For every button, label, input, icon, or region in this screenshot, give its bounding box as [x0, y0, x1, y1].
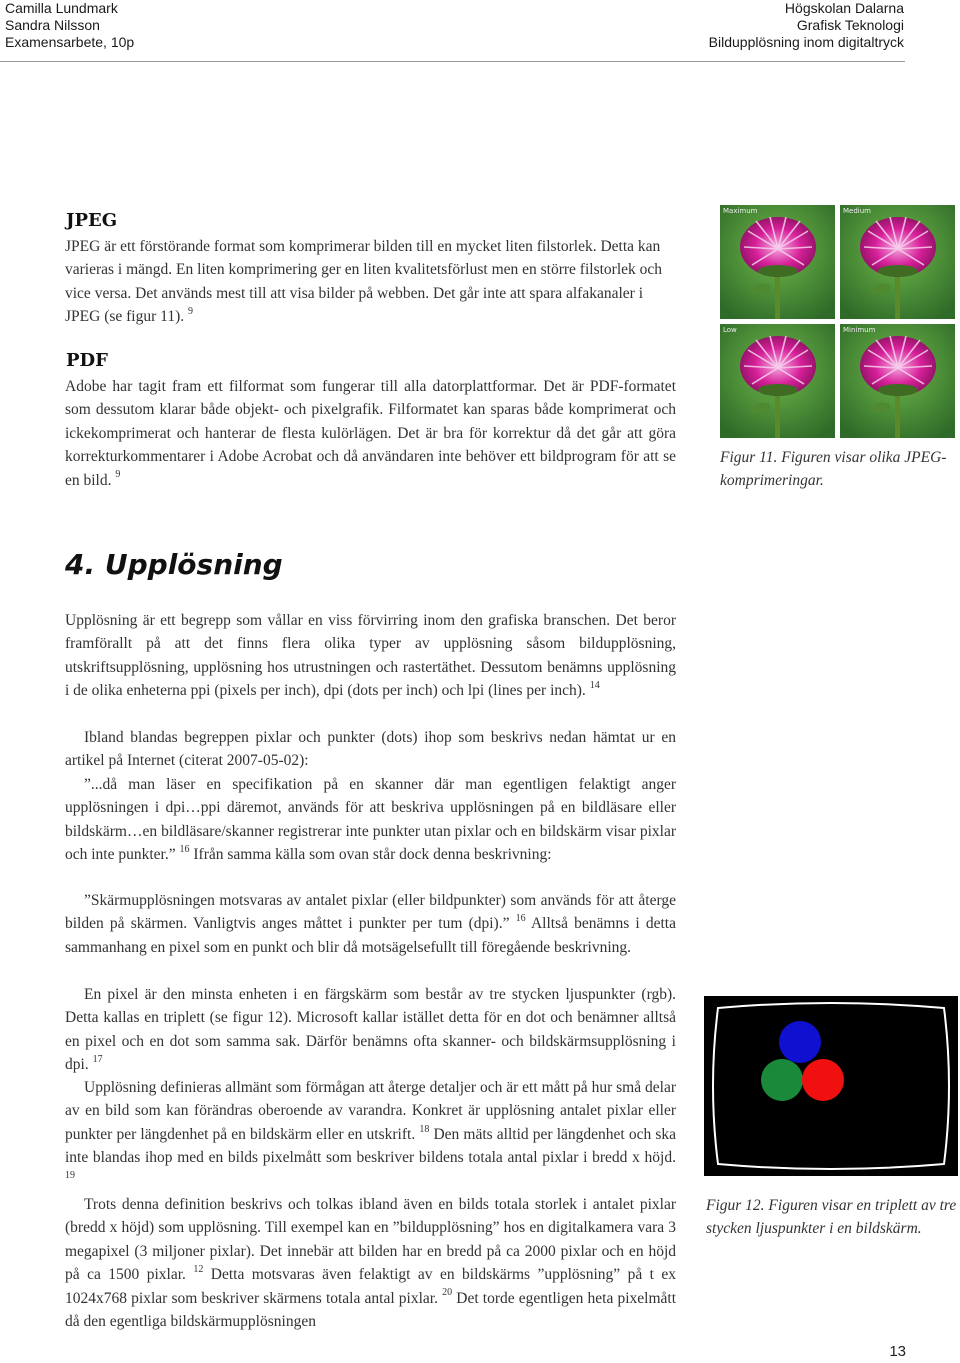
header-right	[709, 0, 904, 51]
quality-label: Maximum	[723, 207, 758, 215]
university: Högskolan Dalarna	[784, 0, 904, 16]
footnote-ref: 16	[179, 844, 190, 856]
pdf-heading: PDF	[66, 350, 108, 371]
paragraph-2: Ibland blandas begreppen pixlar och punkter (dots) ihop som beskrivs nedan hämtat ur en artikel på Internet (citerat 2007-05-02):	[65, 729, 676, 770]
green-dot	[761, 1059, 803, 1101]
quote-1: ”...då man läser en specifikation på en skanner där man egentligen felaktigt anger upplösningen i dpi…ppi däremot, används för att beskriva upplösningen på en bildläsare eller bildskärm…en bildläsare/skanner registrerar inte punkter utan pixlar och en bildskärm visar pixlar och inte punkter.” $^{16}$ Ifrån samma källa som ovan står dock denna beskrivning:	[65, 776, 676, 864]
blue-dot	[779, 1021, 821, 1063]
paragraph-1: Upplösning är ett begrepp som vållar en viss förvirring inom den grafiska branschen. Det beror framförallt på att det finns flera olika typer av upplösning såsom bildupplösning, utskriftsupplösning, upplösning hos utrustningen och rastertäthet. Dessutom benämns upplösning i de olika enheterna ppi (pixels per inch), dpi (dots per inch) och lpi (lines per inch). $^{14}$	[65, 612, 676, 700]
footnote-ref: 9	[115, 469, 121, 481]
jpeg-text: JPEG är ett förstörande format som komprimerar bilden till en mycket liten filstorlek. Detta kan varieras i mängd. En liten komprimering ger en liten kvalitetsförlust men en större filstorlek och vice versa. Det används mest till att visa bilder på webben. Det går inte att spara alfakanaler i JPEG (se figur 11).	[65, 238, 663, 326]
paragraph-6: Upplösning definieras allmänt som förmågan att återge detaljer och är ett mått på hur små delar av en bild som kan förändras oberoende av varandra. Konkret är upplösning antalet pixlar eller punkter per längdenhet på en bildskärm eller en utskrift. $^{18}$ Den mäts alltid per längdenhet och ska inte blandas ihop med en bilds pixelmått som beskriver bildens totala antal pixlar i bredd x höjd. $^{19}$	[65, 1079, 676, 1182]
footnote-ref: 9	[187, 306, 193, 318]
jpeg-heading: JPEG	[66, 210, 118, 231]
header-divider	[0, 61, 905, 62]
pdf-paragraph	[65, 375, 676, 492]
footnote-ref: 14	[589, 680, 600, 692]
thesis-title: Bildupplösning inom digitaltryck	[708, 34, 904, 50]
pdf-text: Adobe har tagit fram ett filformat som fungerar till alla datorplattformar. Det är PDF-formatet som dessutom klarar både objekt- och pixelgrafik. Filformatet kan sparas både komprimerat och ickekomprimerat och hanterar de flesta kulörlägen. Det är bra för korrektur då det går att göra korrekturkommentarer i Adobe Acrobat och då användaren inte behöver ett bildprogram för att se en bild.	[65, 378, 676, 489]
header-left	[5, 0, 134, 51]
jpeg-paragraph	[65, 235, 677, 329]
section-title: 4. Upplösning	[65, 548, 283, 581]
author-1: Camilla Lundmark	[5, 0, 118, 16]
quality-label: Medium	[843, 207, 871, 215]
footnote-ref: 19	[65, 1170, 75, 1182]
footnote-ref: 18	[419, 1123, 430, 1135]
footnote-ref: 17	[92, 1054, 103, 1066]
paragraph-7: Trots denna definition beskrivs och tolkas ibland även en bilds totala storlek i antalet pixlar (bredd x höjd) som upplösning. Till exempel kan en ”bildupplösning” hos en digitalkamera vara 3 megapixel (3 miljoner pixlar). Det innebär att bilden har en bredd på ca 2000 pixlar och en höjd på ca 1500 pixlar. $^{12}$ Detta motsvaras även felaktigt av en bildskärms ”upplösning” på t ex 1024x768 pixlar som beskriver skärmens totala antal pixlar. $^{20}$ Det torde egentligen heta pixelmått då den egentliga bildskärmupplösningen	[65, 1196, 677, 1331]
quote-2: ”Skärmupplösningen motsvaras av antalet pixlar (eller bildpunkter) som används för att återge bilden på skärmen. Vanligtvis anges måttet i punkter per tum (dpi).” $^{16}$ Alltså benämns i detta sammanhang en pixel som en punkt och blir då motsägelsefullt till föregående beskrivning.	[65, 892, 676, 956]
footnote-ref: 16	[515, 913, 526, 925]
figure-11-caption: Figur 11. Figuren visar olika JPEG-komprimeringar.	[720, 449, 947, 489]
figure-12-caption: Figur 12. Figuren visar en triplett av tre stycken ljuspunkter i en bildskärm.	[706, 1197, 957, 1237]
rgb-triplet-figure	[704, 996, 958, 1176]
quality-label: Minimum	[843, 326, 876, 334]
jpeg-compression-figure	[720, 205, 955, 438]
page-number: 13	[889, 1343, 906, 1360]
quality-label: Low	[723, 326, 737, 334]
footnote-ref: 12	[193, 1264, 204, 1276]
thesis-type: Examensarbete, 10p	[5, 34, 135, 50]
paragraph-5: En pixel är den minsta enheten i en färgskärm som består av tre stycken ljuspunkter (rgb). Detta kallas en triplett (se figur 12). Microsoft kallar istället detta för en dot och benämner alltså en pixel och en dot som samma sak. Därför benämns ofta skanner- och bildskärmsupplösning i dpi. $^{17}$	[65, 986, 676, 1074]
footnote-ref: 20	[442, 1287, 453, 1299]
program: Grafisk Teknologi	[796, 17, 904, 33]
red-dot	[802, 1059, 844, 1101]
author-2: Sandra Nilsson	[5, 17, 100, 33]
